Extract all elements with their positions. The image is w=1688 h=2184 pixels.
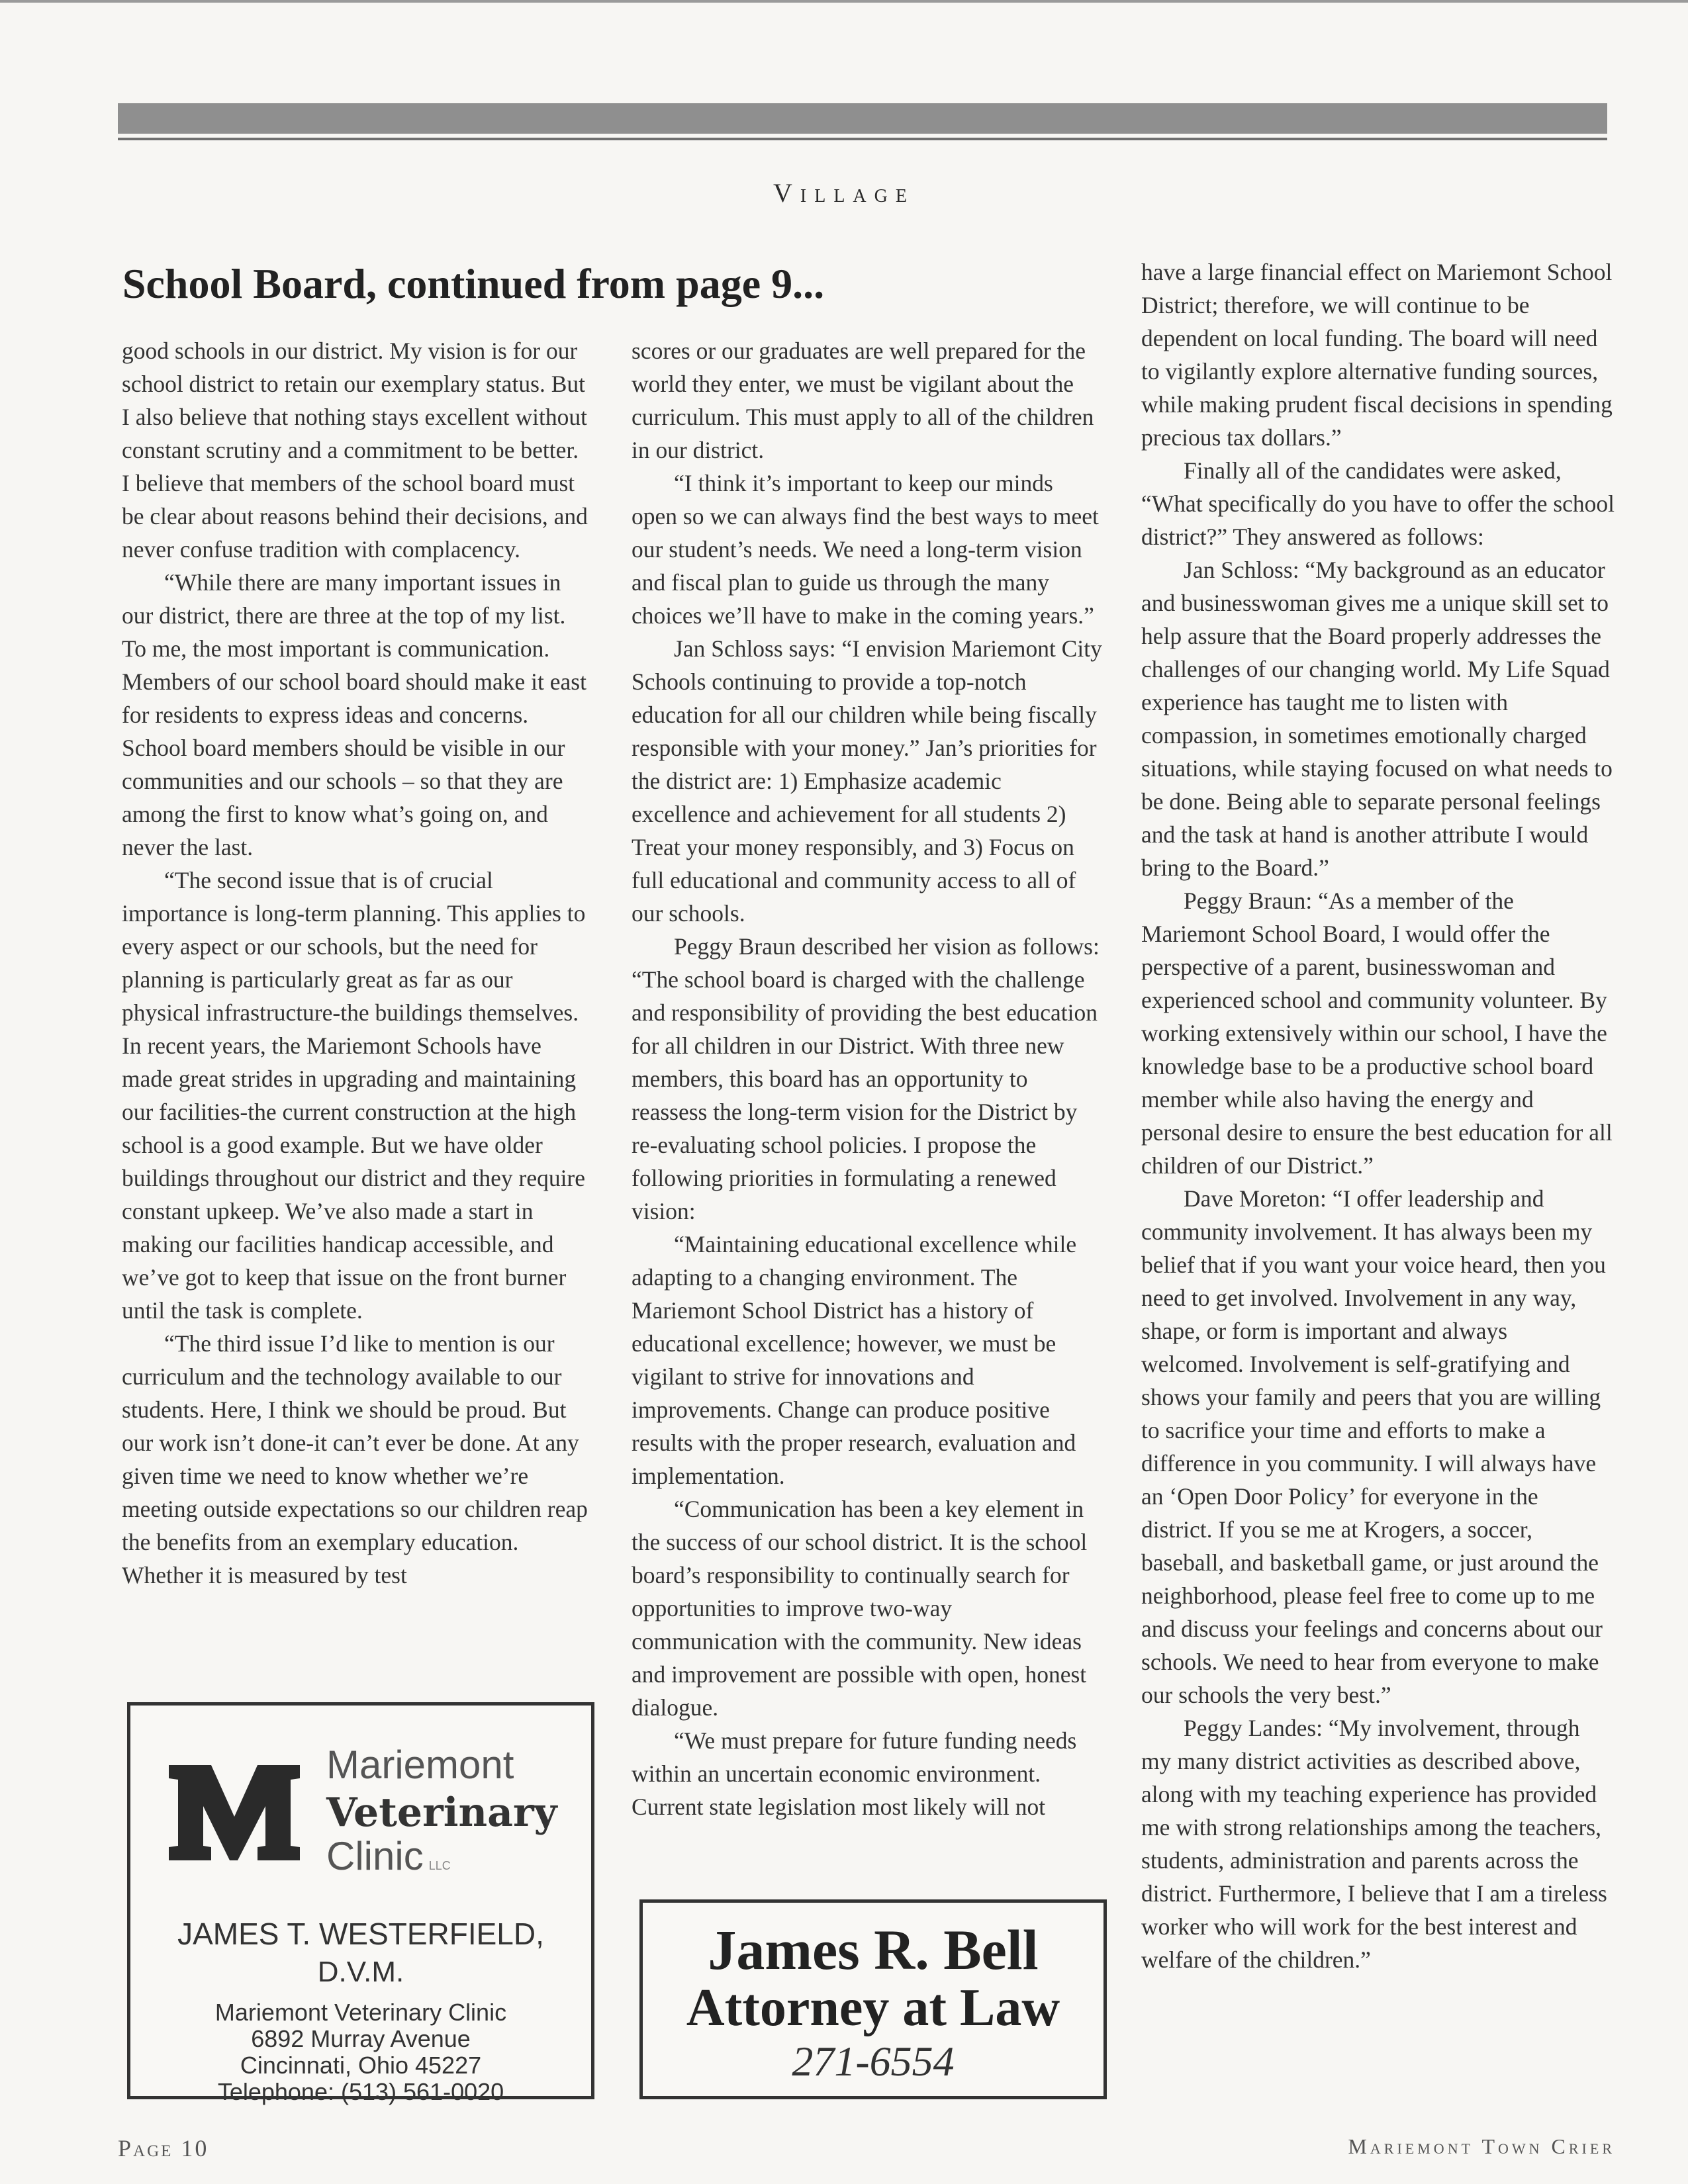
paragraph: “The second issue that is of crucial importance is long-term planning. This applies to every aspect or our schools, but the need for planning is particularly great as far as our physical infrastructure-the buildings themselves. In recent years, the Mariemont Schools have made great strides in upgrading and maintaining our facilities-the current construction at the high school is a good example. But we have older buildings throughout our district and they require constant upkeep. We’ve also made a start in making our facilities handicap accessible, and we’ve got to keep that issue on the front burner until the task is complete. — [122, 867, 586, 1324]
publication-name: Mariemont Town Crier — [1348, 2134, 1615, 2158]
vet-address-line: Cincinnati, Ohio 45227 — [240, 2052, 482, 2079]
paragraph: Dave Moreton: “I offer leadership and community involvement. It has always been my belief that if you want your voice heard, then you need to get involved. Involvement in any way, shape, or form is important and always welcomed. Involvement is self-gratifying and shows your family and peers that you are willing to sacrifice your time and efforts to make a difference in you community. I will always have an ‘Open Door Policy’ for everyone in the district. If you se me at Krogers, a soccer, baseball, and basketball game, or just around the neighborhood, please feel free to come up to me and discuss your feelings and concerns about our schools. We need to hear from everyone to make our schools the very best.” — [1141, 1185, 1606, 1708]
article-column-3 — [1141, 255, 1615, 1976]
attorney-title: Attorney at Law — [686, 1979, 1060, 2037]
paragraph: Peggy Braun: “As a member of the Mariemont School Board, I would offer the perspective of a parent, businesswoman and experienced school and community volunteer. By working extensively within our school, I have the knowledge base to be a productive school board member while also having the energy and personal desire to ensure the best education for all children of our District.” — [1141, 887, 1613, 1179]
paragraph: have a large financial effect on Mariemont School District; therefore, we will continue to be dependent on local funding. The board will need to vigilantly explore alternative funding sources, while making prudent fiscal decisions in spending precious tax dollars.” — [1141, 259, 1613, 451]
paragraph: “Maintaining educational excellence while adapting to a changing environment. The Mariemont School District has a history of educational excellence; however, we must be vigilant to strive for innovations and improvements. Change can produce positive results with the proper research, evaluation and implementation. — [632, 1231, 1077, 1489]
vet-phone: Telephone: (513) 561-0020 — [217, 2078, 504, 2105]
paragraph: Jan Schloss says: “I envision Mariemont City Schools continuing to provide a top-notch education for all our children while being fiscally responsible with your money.” Jan’s priorities for the district are: 1) Emphasize academic excellence and achievement for all students 2) Treat your money responsibly, and 3) Focus on full educational and community access to all of our schools. — [632, 635, 1102, 927]
paragraph: Peggy Landes: “My involvement, through my many district activities as described above, along with my teaching experience has provided me with strong relationships among the teachers, students, administration and parents across the district. Furthermore, I believe that I am a tireless worker who will work for the best interest and welfare of the children.” — [1141, 1715, 1607, 1973]
vet-llc: LLC — [428, 1859, 451, 1872]
vet-address — [130, 1999, 591, 2105]
vet-address-line: 6892 Murray Avenue — [251, 2025, 471, 2052]
paragraph: Finally all of the candidates were asked, “What specifically do you have to offer the school district?” They answered as follows: — [1141, 457, 1615, 550]
header-rule — [118, 138, 1607, 140]
paragraph: “We must prepare for future funding needs within an uncertain economic environment. Current state legislation most likely will not — [632, 1727, 1077, 1820]
vet-name-line2: Veterinary — [326, 1790, 557, 1836]
article-column-2 — [632, 334, 1103, 1823]
header-banner — [118, 103, 1607, 134]
paragraph: Peggy Braun described her vision as follows: “The school board is charged with the challenge and responsibility of providing the best education for all children in our District. With three new members, this board has an opportunity to reassess the long-term vision for the District by re-evaluating school policies. I propose the following priorities in formulating a renewed vision: — [632, 933, 1100, 1224]
vet-name-line3 — [326, 1834, 557, 1878]
page-number: Page 10 — [118, 2135, 209, 2161]
attorney-ad — [639, 1899, 1107, 2099]
paragraph: “While there are many important issues in our district, there are three at the top of my list. To me, the most important is communication. Members of our school board should make it east for residents to express ideas and concerns. School board members should be visible in our communities and our schools – so that they are among the first to know what’s going on, and never the last. — [122, 569, 586, 860]
vet-clinic-name — [326, 1745, 557, 1876]
paragraph: “I think it’s important to keep our minds open so we can always find the best ways to meet our student’s needs. We need a long-term vision and fiscal plan to guide us through the many choices we’ll have to make in the coming years.” — [632, 470, 1099, 629]
attorney-name: James R. Bell — [708, 1918, 1039, 1981]
vet-degree: D.V.M. — [317, 1956, 404, 1988]
vet-m-logo-icon — [165, 1753, 304, 1866]
paragraph: “The third issue I’d like to mention is our curriculum and the technology available to our students. Here, I think we should be proud. But our work isn’t done-it can’t ever be done. At any given time we need to know whether we’re meeting outside expectations so our children reap the benefits from an exemplary education. Whether it is measured by test — [122, 1330, 588, 1588]
attorney-phone: 271-6554 — [792, 2038, 955, 2085]
headline: School Board, continued from page 9... — [122, 260, 825, 307]
vet-doctor-name: JAMES T. WESTERFIELD, — [177, 1917, 544, 1951]
top-edge-rule — [0, 0, 1688, 3]
vet-name-clinic: Clinic — [326, 1834, 424, 1878]
vet-address-line: Mariemont Veterinary Clinic — [214, 1999, 507, 2026]
paragraph: good schools in our district. My vision is for our school district to retain our exemplary status. But I also believe that nothing stays excellent without constant scrutiny and a commitment to be better. I believe that members of the school board must be clear about reasons behind their decisions, and never confuse tradition with complacency. — [122, 338, 588, 563]
vet-name-line1: Mariemont — [326, 1743, 514, 1787]
paragraph: scores or our graduates are well prepared for the world they enter, we must be vigilant about the curriculum. This must apply to all of the children in our district. — [632, 338, 1094, 463]
section-title: Village — [773, 178, 915, 208]
vet-clinic-ad — [127, 1702, 594, 2105]
article-column-1 — [122, 334, 588, 1592]
paragraph: “Communication has been a key element in the success of our school district. It is the school board’s responsibility to continually search for opportunities to improve two-way communication with the community. New ideas and improvement are possible with open, honest dialogue. — [632, 1496, 1088, 1721]
paragraph: Jan Schloss: “My background as an educator and businesswoman gives me a unique skill set to help assure that the Board properly addresses the challenges of our changing world. My Life Squad experience has taught me to listen with compassion, in sometimes emotionally charged situations, while staying focused on what needs to be done. Being able to separate personal feelings and the task at hand is another attribute I would bring to the Board.” — [1141, 557, 1613, 881]
